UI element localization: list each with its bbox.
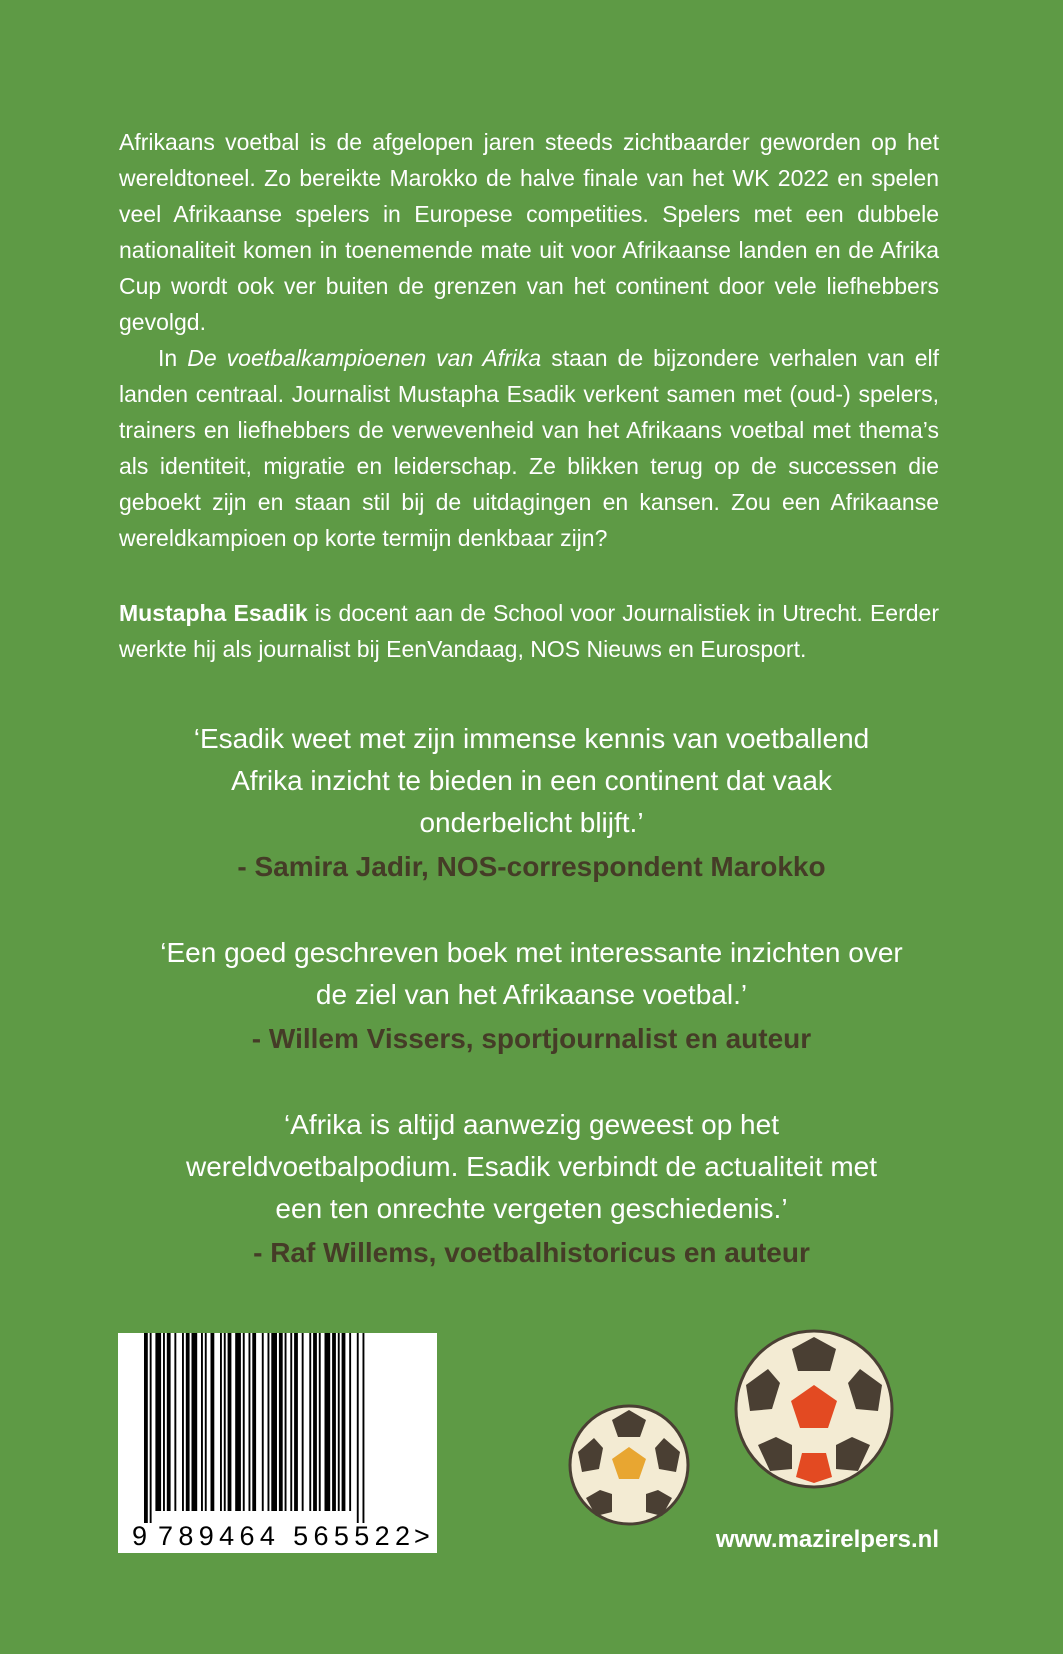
quote-text: ‘Esadik weet met zijn immense kennis van voetballend Afrika inzicht te bieden in een continent dat vaak onderbelicht blijft.’ [193, 723, 870, 838]
barcode-bar [150, 1333, 152, 1523]
barcode-bar [252, 1333, 256, 1511]
barcode-bar [302, 1333, 304, 1511]
barcode-bar [211, 1333, 215, 1511]
author-name: Mustapha Esadik [119, 600, 308, 626]
barcode-graphic [118, 1333, 437, 1553]
barcode-bar [205, 1333, 207, 1511]
barcode-bar [220, 1333, 222, 1511]
barcode-bar [186, 1333, 190, 1511]
barcode-bar [268, 1333, 270, 1511]
barcode-bar [349, 1333, 351, 1511]
barcode-bar [235, 1333, 241, 1511]
barcode-bar [243, 1333, 245, 1511]
barcode-bar [163, 1333, 165, 1511]
barcode-bar [174, 1333, 176, 1511]
barcode-bar [363, 1333, 365, 1523]
blurb-paragraph-1: Afrikaans voetbal is de afgelopen jaren steeds zichtbaarder geworden op het wereldtoneel. Zo bereikte Marokko de halve finale van het WK 2022 en spelen veel Afrikaanse spelers in Europese competities. Spelers met een dubbele nationaliteit komen in toenemende mate uit voor Afrikaanse landen en de Afrika Cup wordt ook ver buiten de grenzen van het continent door vele liefhebbers gevolgd. [119, 129, 939, 335]
barcode-bar [342, 1333, 346, 1511]
barcode-bar [325, 1333, 331, 1511]
blurb-paragraph-2 [119, 340, 939, 556]
barcode-bar [201, 1333, 203, 1511]
barcode-digits: 789464 565522 [158, 1521, 410, 1551]
barcode-bar [192, 1333, 198, 1511]
barcode-bar [249, 1333, 251, 1511]
review-quote-1 [0, 718, 1063, 888]
barcode-bar [279, 1333, 283, 1511]
barcode-bar [285, 1333, 287, 1511]
barcode-bar [262, 1333, 264, 1511]
blurb-p2-rest: staan de bijzondere verhalen van elf landen centraal. Journalist Mustapha Esadik verkent samen met (oud-) spelers, trainers en liefhebbers de verwevenheid van het Afrikaans voetbal met thema’s als identiteit, migratie en leiderschap. Ze blikken terug op de successen die geboekt zijn en staan stil bij de uitdagingen en kansen. Zou een Afrikaanse wereldkampioen op korte termijn denkbaar zijn? [119, 345, 939, 551]
quote-text: ‘Afrika is altijd aanwezig geweest op het wereldvoetbalpodium. Esadik verbindt de actualiteit met een ten onrechte vergeten geschiedenis.’ [185, 1109, 878, 1224]
barcode-bar [313, 1333, 317, 1511]
barcode-bar [338, 1333, 340, 1511]
small-football-icon [566, 1402, 692, 1528]
book-title: De voetbalkampioenen van Afrika [187, 345, 542, 371]
barcode-bar [319, 1333, 321, 1511]
author-bio-text: is docent aan de School voor Journalistiek in Utrecht. Eerder werkte hij als journalist bij EenVandaag, NOS Nieuws en Eurosport. [119, 600, 939, 662]
barcode-bar [309, 1333, 311, 1511]
barcode-bar [228, 1333, 232, 1511]
blurb-p2-prefix: In [158, 345, 188, 371]
review-quote-2 [0, 932, 1063, 1060]
isbn-barcode [118, 1333, 437, 1553]
quote-attribution: - Willem Vissers, sportjournalist en auteur [251, 1023, 812, 1054]
barcode-bar [332, 1333, 336, 1511]
barcode-lead-digit: 9 [132, 1521, 148, 1551]
review-quote-3 [0, 1104, 1063, 1274]
author-bio [119, 595, 939, 667]
barcode-bar [357, 1333, 359, 1523]
quote-attribution: - Raf Willems, voetbalhistoricus en auteur [253, 1237, 810, 1268]
barcode-end-mark: > [414, 1521, 430, 1551]
barcode-bar [271, 1333, 277, 1511]
book-blurb [119, 124, 939, 556]
barcode-bar [155, 1333, 161, 1511]
barcode-bar [182, 1333, 184, 1511]
barcode-bar [290, 1333, 292, 1511]
large-football-icon [732, 1327, 896, 1491]
barcode-bar [144, 1333, 148, 1523]
barcode-bar [294, 1333, 298, 1511]
barcode-bar [224, 1333, 226, 1511]
barcode-bar [167, 1333, 171, 1511]
quote-attribution: - Samira Jadir, NOS-correspondent Marokko [237, 851, 826, 882]
publisher-url[interactable]: www.mazirelpers.nl [715, 1526, 939, 1553]
quote-text: ‘Een goed geschreven boek met interessante inzichten over de ziel van het Afrikaanse voetbal.’ [160, 937, 903, 1010]
